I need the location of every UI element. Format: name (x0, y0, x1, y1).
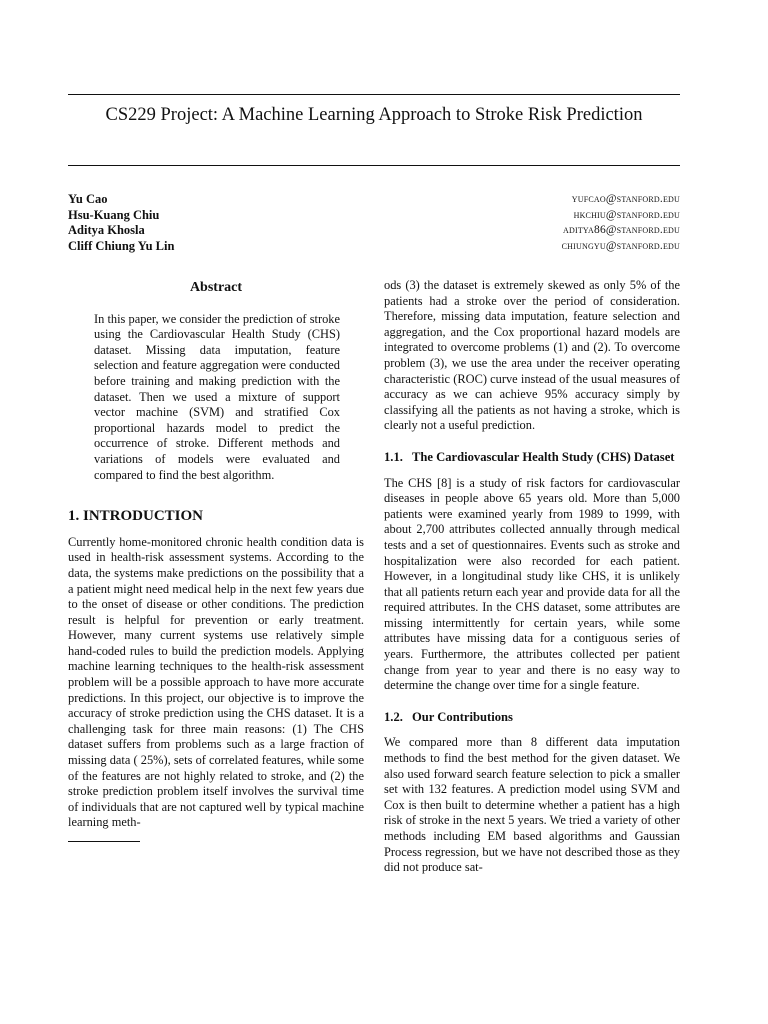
abstract-text: In this paper, we consider the prediction of stroke using the Cardiovascular Health Study (CHS) dataset. Missing data imputation, feature selection and feature aggregation were conducted before training and making prediction with the dataset. Then we used a mixture of support vector machine (SVM) and stratified Cox proportional hazards model to predict the occurrence of stroke. Different methods and variations of models were evaluated and compared to find the best algorithm. (94, 311, 340, 482)
author-row (68, 223, 680, 239)
author-row (68, 208, 680, 224)
footnote-rule (68, 841, 140, 842)
section-title: The Cardiovascular Health Study (CHS) Dataset (412, 449, 675, 464)
author-email: yufcao@stanford.edu (571, 193, 680, 205)
right-column (384, 278, 680, 876)
contributions-text: We compared more than 8 different data imputation methods to find the best method for the given dataset. We also used forward search feature selection to pick a smaller set with 132 features. A prediction model using SVM and Cox is then built to determine whether a patient has a high risk of stroke in the next 5 years. We tried a variety of other methods including EM based algorithms and Gaussian Process regression, but we have not described those as they did not produce sat- (384, 735, 680, 875)
left-column (68, 278, 364, 842)
chs-dataset-text: The CHS [8] is a study of risk factors for cardiovascular diseases in people above 65 years old. More than 5,000 patients were examined yearly from 1989 to 1999, with about 2,700 attributes collected annually through medical tests and a set of questionnaires. Events such as stroke and hospitalization were also recorded for each patient. However, in a longitudinal study like CHS, it is unlikely that all patients return each year and provide data for all the required attributes. In the CHS dataset, some attributes are missing intermittently for certain years, while some attributes have missing data for a contiguous series of years. Furthermore, the attributes collected per patient change from year to year and there is no easy way to determine the change over time for a single feature. (384, 475, 680, 693)
author-row (68, 192, 680, 208)
section-heading-chs-dataset (384, 450, 680, 466)
author-row (68, 239, 680, 255)
section-number: 1.1. (384, 449, 403, 464)
author-name: Hsu-Kuang Chiu (68, 207, 160, 222)
section-number: 1.2. (384, 709, 403, 724)
title-rule-bottom (68, 165, 680, 166)
section-heading-contributions (384, 710, 680, 726)
author-name: Yu Cao (68, 192, 108, 206)
introduction-text: Currently home-monitored chronic health condition data is used in health-risk assessment systems. According to the data, the systems make predictions on the possibility that a a patient might need medical help in the next few years due to the onset of disease or other conditions. The prediction result is helpful for prevention or early treatment. However, many current systems use relatively simple hand-coded rules to build the prediction models. Applying machine learning techniques to the health-risk assessment problem will be a possible approach to have more accurate predictions. In this project, our objective is to improve the accuracy of stroke prediction using the CHS dataset. It is a challenging task for three main reasons: (1) The CHS dataset suffers from problems such as a large fraction of missing data ( 25%), sets of correlated features, while some of the features are not highly related to stroke, and (2) the stroke prediction problem itself involves the survival time of individuals that are not captured well by typical machine learning meth- (68, 534, 364, 830)
author-list (68, 192, 680, 254)
introduction-heading: 1. INTRODUCTION (68, 508, 204, 525)
author-name: Aditya Khosla (68, 223, 145, 237)
author-name: Cliff Chiung Yu Lin (68, 238, 175, 253)
title-rule-top (68, 94, 680, 95)
author-email: aditya86@stanford.edu (563, 224, 680, 236)
author-email: hkchiu@stanford.edu (573, 208, 680, 221)
introduction-text-continued: ods (3) the dataset is extremely skewed as only 5% of the patients had a stroke over the period of consideration. Therefore, missing data imputation, feature selection and aggregation, and the Cox proportional hazard models are integrated to overcome problems (1) and (2). To overcome problem (3), we use the area under the receiver operating characteristic (ROC) curve instead of the usual measures of accuracy as we can achieve 95% accuracy simply by classifying all the patients as not having a stroke, which is clearly not a useful prediction. (384, 278, 680, 433)
author-email: chiungyu@stanford.edu (561, 239, 680, 252)
abstract-heading: Abstract (189, 280, 243, 295)
paper-title: CS229 Project: A Machine Learning Approach to Stroke Risk Prediction (105, 105, 643, 125)
section-title: Our Contributions (412, 709, 513, 724)
